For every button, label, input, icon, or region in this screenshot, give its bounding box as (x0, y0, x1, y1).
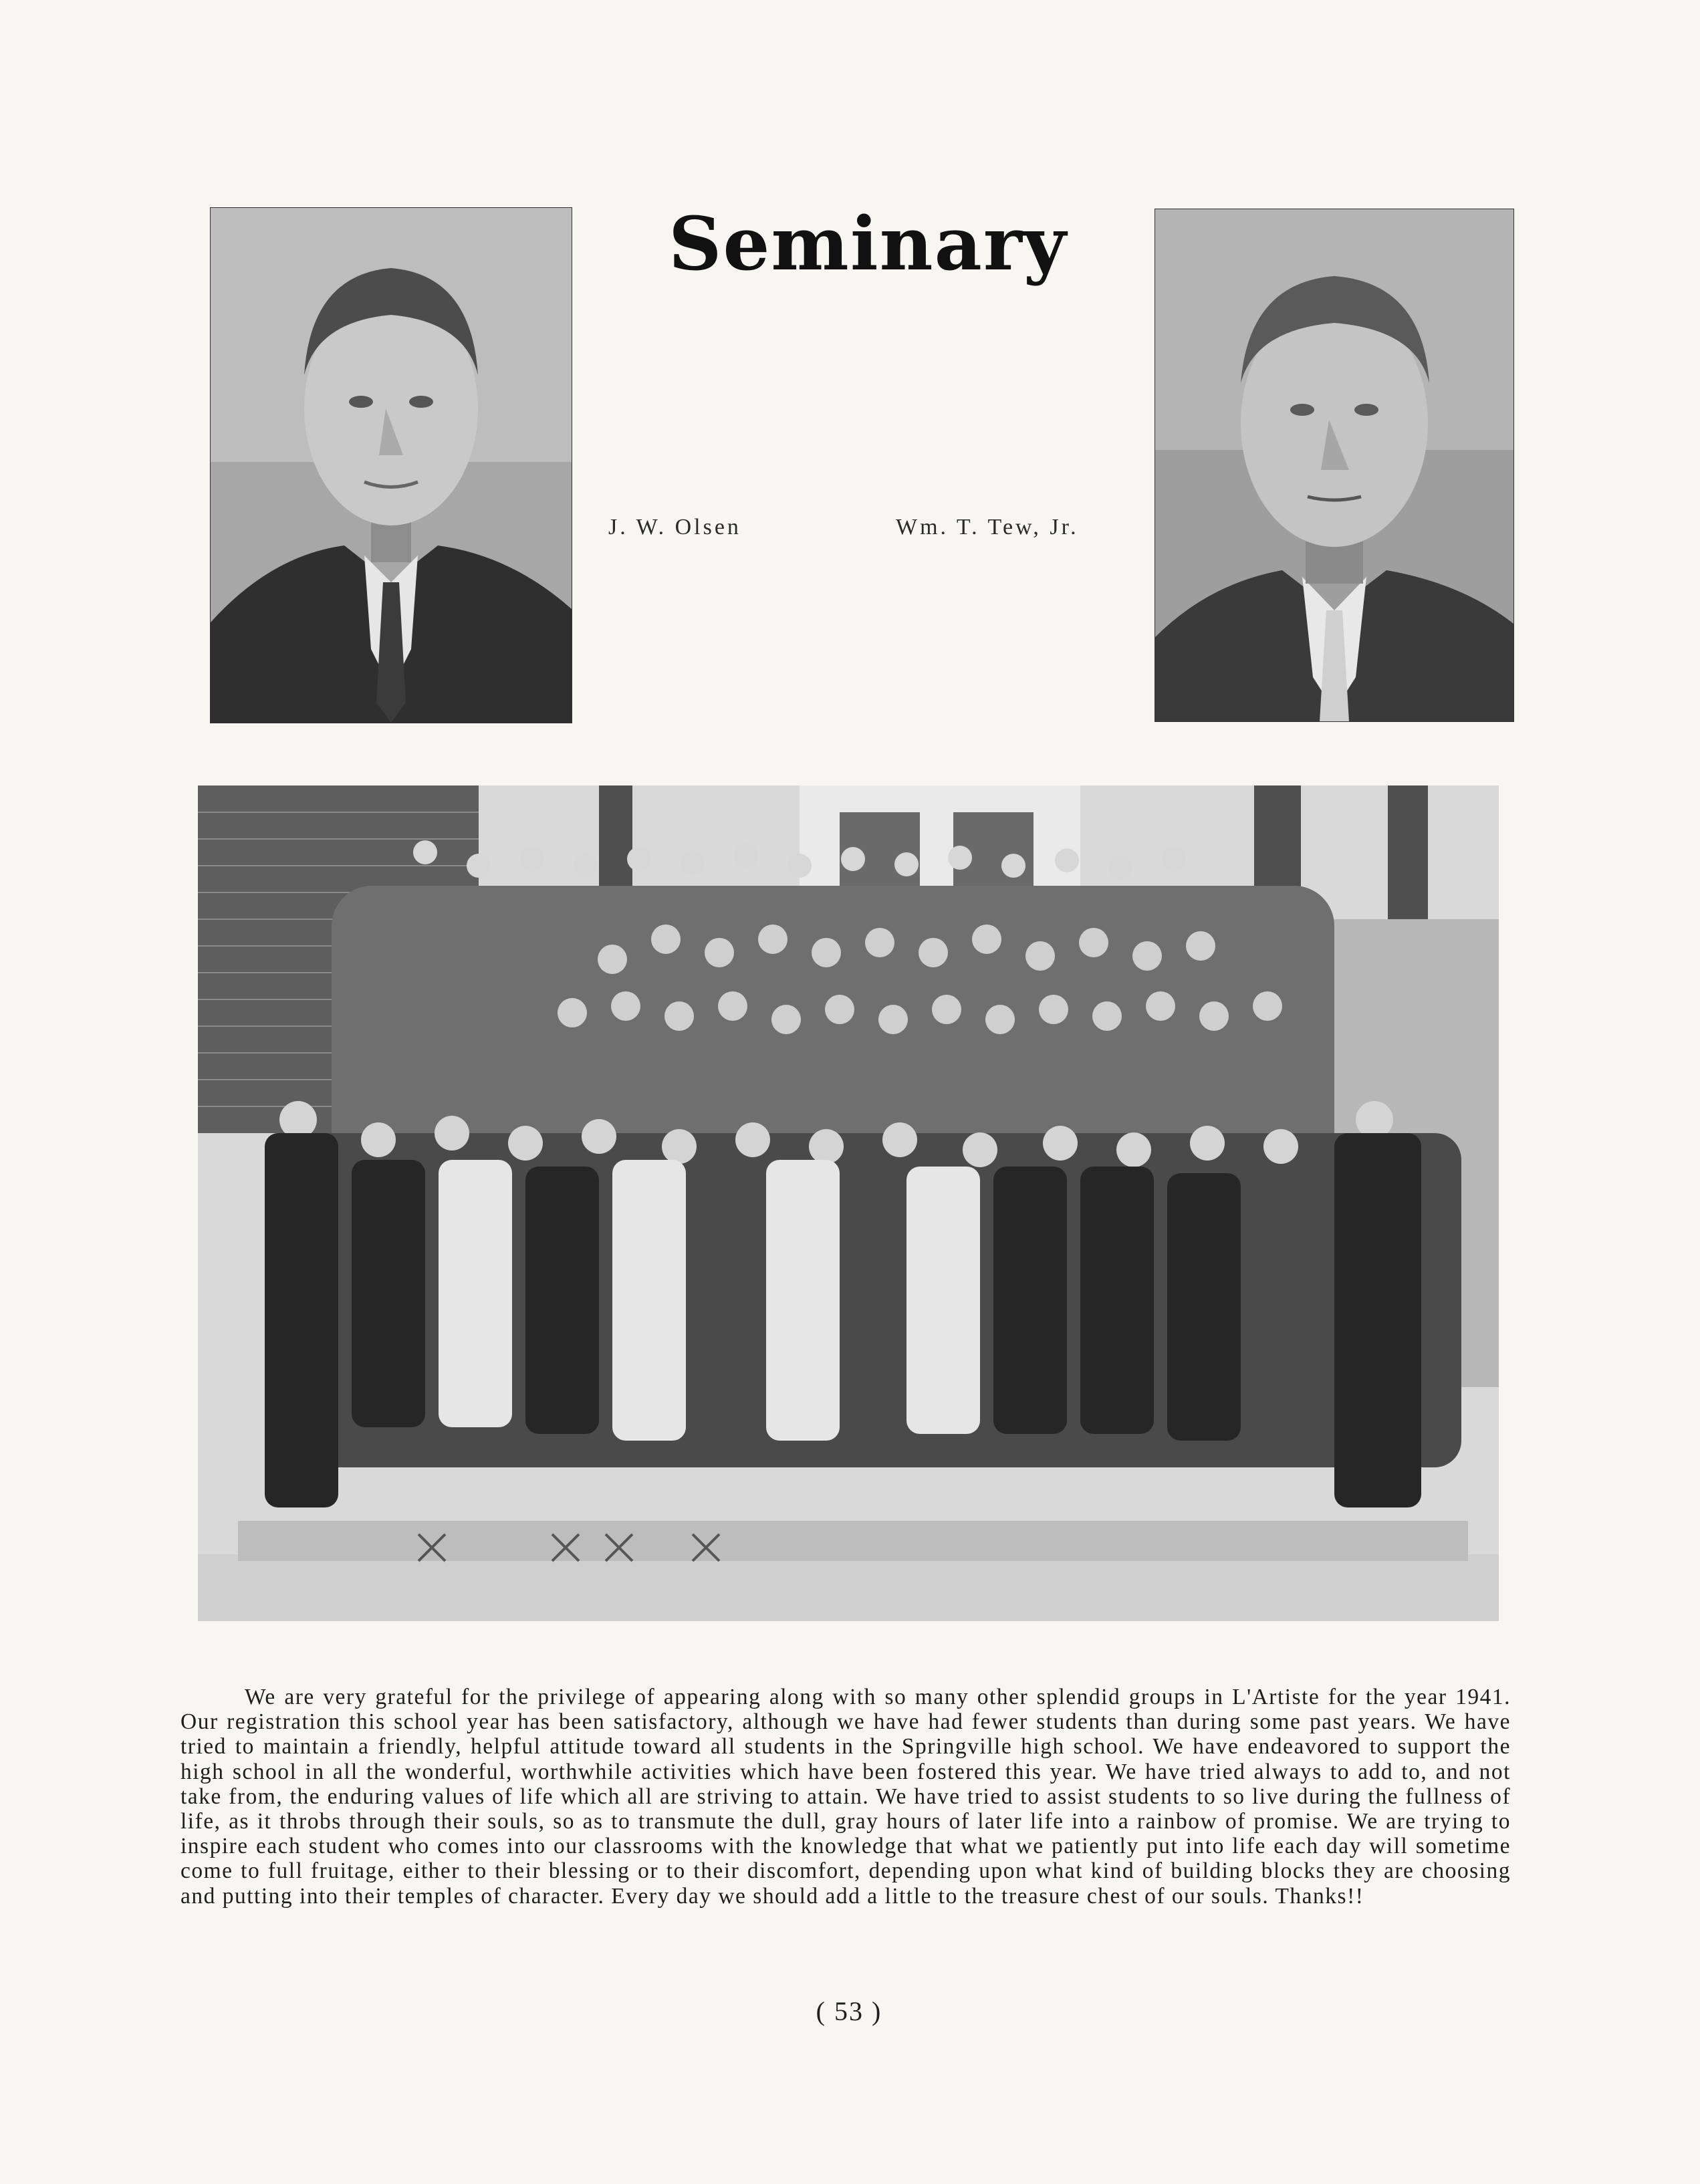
portrait-photo-olsen (210, 207, 572, 723)
page-title: Seminary (669, 201, 1068, 287)
seminary-group-photo (198, 785, 1499, 1621)
body-paragraph: We are very grateful for the privilege of appearing along with so many other splendid groups in L'Artiste for the year 1941. Our registration this school year has been satisfactory, although we have had fewer students than during some past years. We have tried to maintain a friendly, helpful attitude toward all students in the Springville high school. We have endeavored to support the high school in all the wonderful, worthwhile activities which have been fostered this year. We have tried always to add to, and not take from, the enduring values of life which all are striving to attain. We have tried to assist students to so live during the fullness of life, as it throbs through their souls, so as to transmute the dull, gray hours of later life into a rainbow of promise. We are trying to inspire each student who comes into our classrooms with the knowledge that what we patiently put into life each day will sometime come to full fruitage, either to their blessing or to their discomfort, depending upon what kind of building blocks they are choosing and putting into their temples of character. Every day we should add a little to the treasure chest of our souls. Thanks!! (180, 1685, 1511, 1909)
portrait-caption-right: Wm. T. Tew, Jr. (896, 515, 1079, 539)
portrait-caption-left: J. W. Olsen (608, 515, 741, 539)
portrait-photo-tew (1155, 209, 1514, 722)
page-number: ( 53 ) (816, 1996, 882, 2026)
